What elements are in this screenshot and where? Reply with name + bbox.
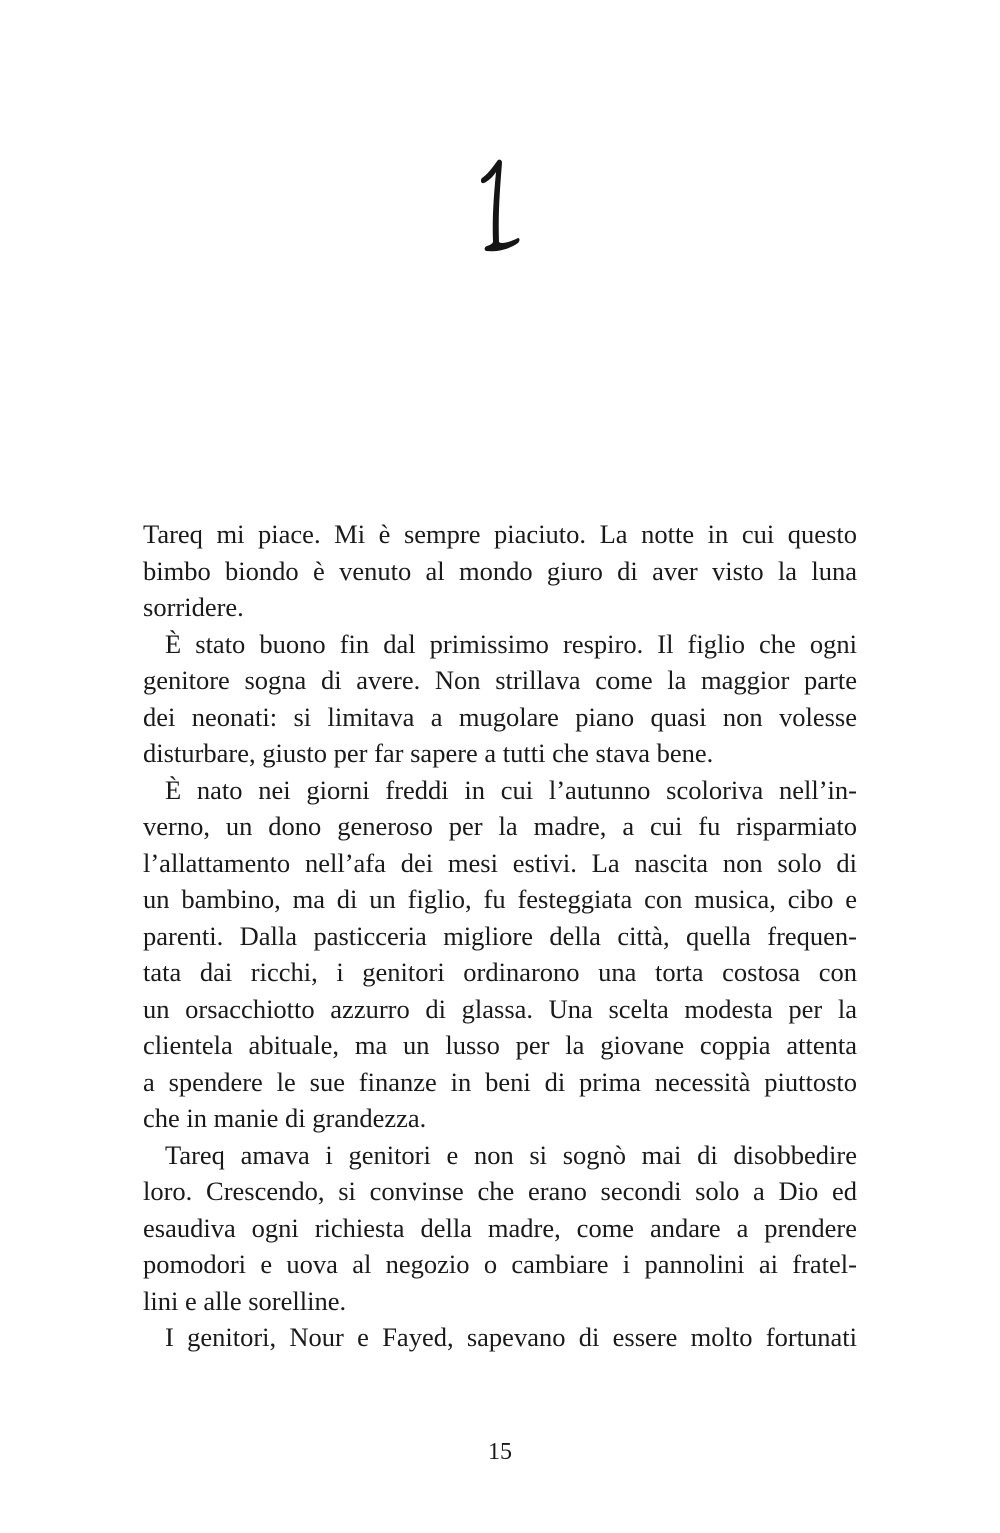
chapter-number [0, 158, 1000, 263]
text-line: lini e alle sorelline. [143, 1285, 347, 1316]
text-line: bimbo biondo è venuto al mondo giuro di aver visto la luna [143, 555, 857, 586]
text-line: I genitori, Nour e Fayed, sapevano di essere molto fortunati [165, 1322, 857, 1352]
chapter-number-glyph [478, 158, 522, 258]
text-line: Tareq amava i genitori e non si sognò mai di disobbedire [165, 1139, 857, 1170]
text-line: dei neonati: si limitava a mugolare piano quasi non volesse [143, 701, 857, 732]
text-line: pomodori e uova al negozio o cambiare i pannolini ai fratel- [143, 1249, 857, 1279]
text-line: a spendere le sue finanze in beni di prima necessità piuttosto [143, 1066, 857, 1097]
text-line: È stato buono fin dal primissimo respiro. Il figlio che ogni [165, 628, 857, 659]
text-line: Tareq mi piace. Mi è sempre piaciuto. La notte in cui questo [143, 519, 857, 549]
text-line: loro. Crescendo, si convinse che erano secondi solo a Dio ed [143, 1176, 857, 1206]
text-line: che in manie di grandezza. [143, 1103, 427, 1133]
text-line: È nato nei giorni freddi in cui l’autunno scoloriva nell’in- [165, 774, 857, 805]
chapter-text [143, 516, 857, 1356]
text-line: parenti. Dalla pasticceria migliore della città, quella frequen- [143, 920, 857, 951]
page-number: 15 [488, 1439, 512, 1465]
text-line: esaudiva ogni richiesta della madre, come andare a prendere [143, 1212, 857, 1243]
text-line: l’allattamento nell’afa dei mesi estivi. La nascita non solo di [143, 847, 857, 878]
text-line: un orsacchiotto azzurro di glassa. Una scelta modesta per la [143, 993, 857, 1024]
text-line: un bambino, ma di un figlio, fu festeggiata con musica, cibo e [143, 884, 857, 914]
text-line: genitore sogna di avere. Non strillava come la maggior parte [143, 665, 857, 695]
text-line: sorridere. [143, 592, 244, 622]
text-line: disturbare, giusto per far sapere a tutti che stava bene. [143, 738, 714, 768]
text-line: verno, un dono generoso per la madre, a cui fu risparmiato [143, 811, 857, 841]
text-line: tata dai ricchi, i genitori ordinarono una torta costosa con [143, 957, 857, 987]
text-line: clientela abituale, ma un lusso per la giovane coppia attenta [143, 1030, 857, 1060]
